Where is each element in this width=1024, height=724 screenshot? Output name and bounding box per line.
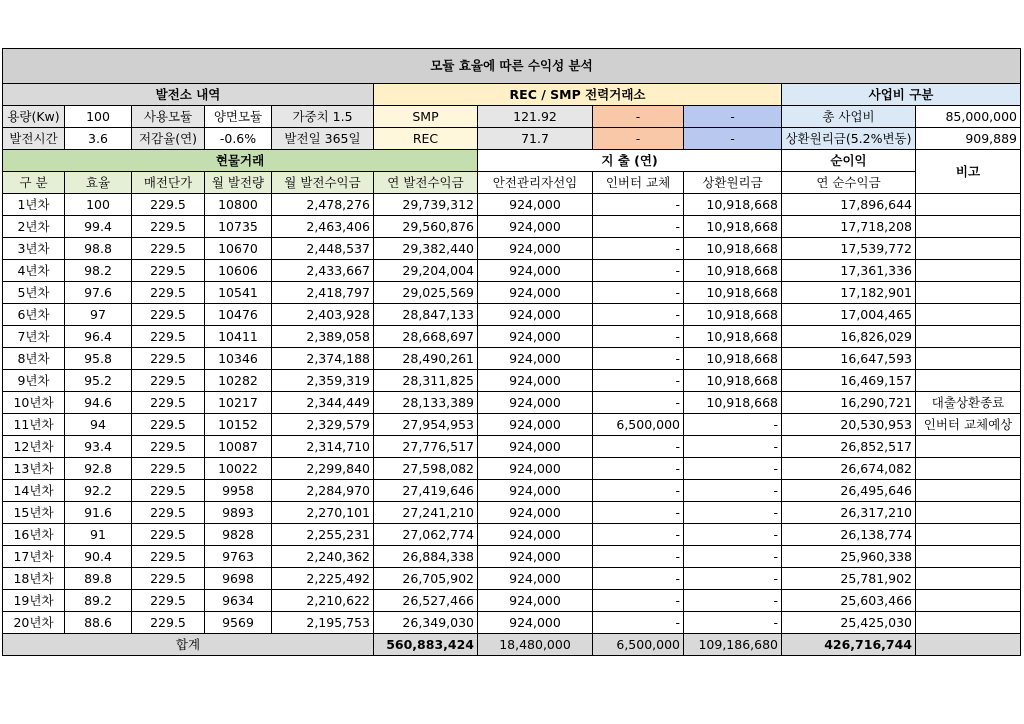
net-cell: 26,674,082 xyxy=(782,458,916,480)
year-cell: 16년차 xyxy=(3,524,65,546)
net-cell: 26,138,774 xyxy=(782,524,916,546)
table-row xyxy=(3,480,1021,502)
remarks-cell: 인버터 교체예상 xyxy=(916,414,1021,436)
efficiency-cell: 94.6 xyxy=(65,392,132,414)
col-header-monthly-rev: 월 발전수익금 xyxy=(272,172,374,194)
repay-cell: 10,918,668 xyxy=(684,304,782,326)
table-row xyxy=(3,194,1021,216)
efficiency-cell: 97 xyxy=(65,304,132,326)
annual-rev-cell: 28,490,261 xyxy=(374,348,478,370)
monthly-rev-cell: 2,195,753 xyxy=(272,612,374,634)
efficiency-cell: 95.2 xyxy=(65,370,132,392)
col-header-efficiency: 효율 xyxy=(65,172,132,194)
monthly-gen-cell: 10282 xyxy=(205,370,272,392)
repay-cell: 10,918,668 xyxy=(684,282,782,304)
monthly-rev-cell: 2,359,319 xyxy=(272,370,374,392)
safety-cell: 924,000 xyxy=(478,326,593,348)
repay-cell: 10,918,668 xyxy=(684,216,782,238)
year-cell: 18년차 xyxy=(3,568,65,590)
efficiency-cell: 98.2 xyxy=(65,260,132,282)
table-row xyxy=(3,546,1021,568)
safety-cell: 924,000 xyxy=(478,414,593,436)
rec-extra-1: - xyxy=(593,128,684,150)
table-row xyxy=(3,326,1021,348)
monthly-rev-cell: 2,299,840 xyxy=(272,458,374,480)
price-cell: 229.5 xyxy=(132,326,205,348)
annual-rev-cell: 28,311,825 xyxy=(374,370,478,392)
price-cell: 229.5 xyxy=(132,524,205,546)
remarks-cell xyxy=(916,612,1021,634)
table-row xyxy=(3,436,1021,458)
price-cell: 229.5 xyxy=(132,238,205,260)
net-cell: 25,781,902 xyxy=(782,568,916,590)
inverter-cell: - xyxy=(593,370,684,392)
safety-cell: 924,000 xyxy=(478,480,593,502)
repay-cell: 10,918,668 xyxy=(684,194,782,216)
smp-value: 121.92 xyxy=(478,106,593,128)
monthly-gen-cell: 10606 xyxy=(205,260,272,282)
col-header-inverter: 인버터 교체 xyxy=(593,172,684,194)
inverter-cell: - xyxy=(593,194,684,216)
repay-cell: 10,918,668 xyxy=(684,238,782,260)
inverter-cell: - xyxy=(593,546,684,568)
inverter-cell: - xyxy=(593,392,684,414)
monthly-rev-cell: 2,270,101 xyxy=(272,502,374,524)
year-cell: 4년차 xyxy=(3,260,65,282)
price-cell: 229.5 xyxy=(132,546,205,568)
monthly-rev-cell: 2,433,667 xyxy=(272,260,374,282)
inverter-cell: - xyxy=(593,524,684,546)
price-cell: 229.5 xyxy=(132,370,205,392)
price-cell: 229.5 xyxy=(132,216,205,238)
net-cell: 17,718,208 xyxy=(782,216,916,238)
net-cell: 26,852,517 xyxy=(782,436,916,458)
totals-label: 합계 xyxy=(3,634,374,656)
year-cell: 7년차 xyxy=(3,326,65,348)
total-net: 426,716,744 xyxy=(782,634,916,656)
smp-label: SMP xyxy=(374,106,478,128)
inverter-cell: - xyxy=(593,238,684,260)
annual-rev-cell: 28,133,389 xyxy=(374,392,478,414)
monthly-gen-cell: 10670 xyxy=(205,238,272,260)
year-cell: 3년차 xyxy=(3,238,65,260)
monthly-gen-cell: 10022 xyxy=(205,458,272,480)
annual-rev-cell: 27,419,646 xyxy=(374,480,478,502)
table-row xyxy=(3,524,1021,546)
info-row-2 xyxy=(3,128,1021,150)
monthly-gen-cell: 10800 xyxy=(205,194,272,216)
price-cell: 229.5 xyxy=(132,260,205,282)
total-annual-rev: 560,883,424 xyxy=(374,634,478,656)
efficiency-cell: 91.6 xyxy=(65,502,132,524)
total-inverter: 6,500,000 xyxy=(593,634,684,656)
repay-cell: 10,918,668 xyxy=(684,348,782,370)
remarks-cell xyxy=(916,370,1021,392)
annual-rev-cell: 29,204,004 xyxy=(374,260,478,282)
price-cell: 229.5 xyxy=(132,194,205,216)
efficiency-cell: 97.6 xyxy=(65,282,132,304)
monthly-rev-cell: 2,418,797 xyxy=(272,282,374,304)
safety-cell: 924,000 xyxy=(478,546,593,568)
year-cell: 2년차 xyxy=(3,216,65,238)
monthly-rev-cell: 2,448,537 xyxy=(272,238,374,260)
expense-section-header: 지 출 (연) xyxy=(478,150,782,172)
monthly-rev-cell: 2,329,579 xyxy=(272,414,374,436)
efficiency-cell: 98.8 xyxy=(65,238,132,260)
price-cell: 229.5 xyxy=(132,568,205,590)
remarks-cell xyxy=(916,480,1021,502)
annual-rev-cell: 26,705,902 xyxy=(374,568,478,590)
repay-cell: - xyxy=(684,458,782,480)
year-cell: 9년차 xyxy=(3,370,65,392)
monthly-rev-cell: 2,210,622 xyxy=(272,590,374,612)
annual-rev-cell: 27,954,953 xyxy=(374,414,478,436)
efficiency-cell: 100 xyxy=(65,194,132,216)
safety-cell: 924,000 xyxy=(478,304,593,326)
remarks-cell xyxy=(916,458,1021,480)
repay-cell: - xyxy=(684,436,782,458)
spot-section-header: 현물거래 xyxy=(3,150,478,172)
inverter-cell: - xyxy=(593,590,684,612)
inverter-cell: - xyxy=(593,612,684,634)
monthly-rev-cell: 2,314,710 xyxy=(272,436,374,458)
remarks-cell xyxy=(916,568,1021,590)
net-cell: 16,290,721 xyxy=(782,392,916,414)
smp-extra-2: - xyxy=(684,106,782,128)
monthly-gen-cell: 9893 xyxy=(205,502,272,524)
remarks-cell xyxy=(916,304,1021,326)
net-cell: 17,896,644 xyxy=(782,194,916,216)
total-remarks xyxy=(916,634,1021,656)
monthly-rev-cell: 2,240,362 xyxy=(272,546,374,568)
annual-rev-cell: 26,527,466 xyxy=(374,590,478,612)
group-header-row xyxy=(3,150,1021,172)
inverter-cell: - xyxy=(593,216,684,238)
monthly-gen-cell: 10541 xyxy=(205,282,272,304)
safety-cell: 924,000 xyxy=(478,370,593,392)
table-row xyxy=(3,502,1021,524)
remarks-cell xyxy=(916,348,1021,370)
year-cell: 8년차 xyxy=(3,348,65,370)
monthly-rev-cell: 2,463,406 xyxy=(272,216,374,238)
inverter-cell: - xyxy=(593,502,684,524)
repay-cell: - xyxy=(684,590,782,612)
repay-cell: - xyxy=(684,568,782,590)
year-cell: 6년차 xyxy=(3,304,65,326)
year-cell: 1년차 xyxy=(3,194,65,216)
monthly-gen-cell: 9958 xyxy=(205,480,272,502)
rec-extra-2: - xyxy=(684,128,782,150)
year-cell: 17년차 xyxy=(3,546,65,568)
net-cell: 17,539,772 xyxy=(782,238,916,260)
monthly-gen-cell: 10476 xyxy=(205,304,272,326)
annual-rev-cell: 26,884,338 xyxy=(374,546,478,568)
sheet-title: 모듈 효율에 따른 수익성 분석 xyxy=(3,49,1021,84)
capacity-value: 100 xyxy=(65,106,132,128)
year-cell: 14년차 xyxy=(3,480,65,502)
price-cell: 229.5 xyxy=(132,348,205,370)
data-rows xyxy=(3,194,1021,634)
monthly-gen-cell: 9828 xyxy=(205,524,272,546)
efficiency-cell: 91 xyxy=(65,524,132,546)
net-cell: 17,361,336 xyxy=(782,260,916,282)
degradation-label: 저감율(연) xyxy=(132,128,205,150)
efficiency-cell: 89.8 xyxy=(65,568,132,590)
monthly-gen-cell: 10411 xyxy=(205,326,272,348)
monthly-gen-cell: 9698 xyxy=(205,568,272,590)
repay-cell: - xyxy=(684,546,782,568)
annual-rev-cell: 27,062,774 xyxy=(374,524,478,546)
year-cell: 15년차 xyxy=(3,502,65,524)
table-row xyxy=(3,238,1021,260)
repay-cell: - xyxy=(684,524,782,546)
table-row xyxy=(3,612,1021,634)
monthly-rev-cell: 2,225,492 xyxy=(272,568,374,590)
annual-rev-cell: 29,739,312 xyxy=(374,194,478,216)
remarks-cell xyxy=(916,194,1021,216)
remarks-cell xyxy=(916,524,1021,546)
col-header-price: 매전단가 xyxy=(132,172,205,194)
info-row-1 xyxy=(3,106,1021,128)
safety-cell: 924,000 xyxy=(478,568,593,590)
table-row xyxy=(3,348,1021,370)
col-header-year: 구 분 xyxy=(3,172,65,194)
table-row xyxy=(3,590,1021,612)
inverter-cell: - xyxy=(593,282,684,304)
net-cell: 26,317,210 xyxy=(782,502,916,524)
price-cell: 229.5 xyxy=(132,392,205,414)
table-row xyxy=(3,304,1021,326)
efficiency-cell: 96.4 xyxy=(65,326,132,348)
repay-cell: - xyxy=(684,612,782,634)
net-cell: 17,182,901 xyxy=(782,282,916,304)
remarks-cell xyxy=(916,436,1021,458)
annual-rev-cell: 28,847,133 xyxy=(374,304,478,326)
monthly-rev-cell: 2,344,449 xyxy=(272,392,374,414)
table-row xyxy=(3,392,1021,414)
monthly-gen-cell: 10152 xyxy=(205,414,272,436)
title-row xyxy=(3,49,1021,84)
repay-cell: 10,918,668 xyxy=(684,370,782,392)
annual-rev-cell: 29,382,440 xyxy=(374,238,478,260)
col-header-repay: 상환원리금 xyxy=(684,172,782,194)
year-cell: 12년차 xyxy=(3,436,65,458)
remarks-cell: 대출상환종료 xyxy=(916,392,1021,414)
gen-hours-label: 발전시간 xyxy=(3,128,65,150)
price-cell: 229.5 xyxy=(132,480,205,502)
efficiency-cell: 92.2 xyxy=(65,480,132,502)
safety-cell: 924,000 xyxy=(478,260,593,282)
col-header-annual-rev: 연 발전수익금 xyxy=(374,172,478,194)
repay-cell: - xyxy=(684,502,782,524)
total-repay: 109,186,680 xyxy=(684,634,782,656)
efficiency-cell: 99.4 xyxy=(65,216,132,238)
rec-label: REC xyxy=(374,128,478,150)
remarks-cell xyxy=(916,216,1021,238)
annual-rev-cell: 29,560,876 xyxy=(374,216,478,238)
net-profit-section-header: 순이익 xyxy=(782,150,916,172)
weight-label: 가중치 1.5 xyxy=(272,106,374,128)
inverter-cell: - xyxy=(593,348,684,370)
remarks-cell xyxy=(916,590,1021,612)
monthly-gen-cell: 9569 xyxy=(205,612,272,634)
total-cost-label: 총 사업비 xyxy=(782,106,916,128)
project-cost-section-header: 사업비 구분 xyxy=(782,84,1021,106)
price-cell: 229.5 xyxy=(132,436,205,458)
section-header-row xyxy=(3,84,1021,106)
module-label: 사용모듈 xyxy=(132,106,205,128)
price-cell: 229.5 xyxy=(132,282,205,304)
inverter-cell: - xyxy=(593,260,684,282)
totals-row xyxy=(3,634,1021,656)
monthly-gen-cell: 9634 xyxy=(205,590,272,612)
safety-cell: 924,000 xyxy=(478,392,593,414)
annual-rev-cell: 29,025,569 xyxy=(374,282,478,304)
safety-cell: 924,000 xyxy=(478,458,593,480)
year-cell: 20년차 xyxy=(3,612,65,634)
year-cell: 10년차 xyxy=(3,392,65,414)
safety-cell: 924,000 xyxy=(478,282,593,304)
price-cell: 229.5 xyxy=(132,304,205,326)
table-row xyxy=(3,568,1021,590)
table-row xyxy=(3,282,1021,304)
monthly-gen-cell: 10735 xyxy=(205,216,272,238)
annual-rev-cell: 27,776,517 xyxy=(374,436,478,458)
net-cell: 25,960,338 xyxy=(782,546,916,568)
inverter-cell: 6,500,000 xyxy=(593,414,684,436)
gen-hours-value: 3.6 xyxy=(65,128,132,150)
price-cell: 229.5 xyxy=(132,590,205,612)
efficiency-cell: 89.2 xyxy=(65,590,132,612)
monthly-gen-cell: 10087 xyxy=(205,436,272,458)
safety-cell: 924,000 xyxy=(478,524,593,546)
price-cell: 229.5 xyxy=(132,414,205,436)
monthly-rev-cell: 2,389,058 xyxy=(272,326,374,348)
rec-value: 71.7 xyxy=(478,128,593,150)
monthly-gen-cell: 9763 xyxy=(205,546,272,568)
repay-label: 상환원리금(5.2%변동) xyxy=(782,128,916,150)
net-cell: 17,004,465 xyxy=(782,304,916,326)
efficiency-cell: 88.6 xyxy=(65,612,132,634)
monthly-rev-cell: 2,403,928 xyxy=(272,304,374,326)
repay-cell: - xyxy=(684,414,782,436)
monthly-gen-cell: 10217 xyxy=(205,392,272,414)
net-cell: 25,603,466 xyxy=(782,590,916,612)
net-cell: 16,469,157 xyxy=(782,370,916,392)
net-cell: 16,826,029 xyxy=(782,326,916,348)
efficiency-cell: 95.8 xyxy=(65,348,132,370)
repay-cell: 10,918,668 xyxy=(684,326,782,348)
safety-cell: 924,000 xyxy=(478,436,593,458)
capacity-label: 용량(Kw) xyxy=(3,106,65,128)
year-cell: 13년차 xyxy=(3,458,65,480)
module-value: 양면모듈 xyxy=(205,106,272,128)
remarks-cell xyxy=(916,238,1021,260)
monthly-rev-cell: 2,478,276 xyxy=(272,194,374,216)
year-cell: 11년차 xyxy=(3,414,65,436)
monthly-rev-cell: 2,374,188 xyxy=(272,348,374,370)
efficiency-cell: 93.4 xyxy=(65,436,132,458)
degradation-value: -0.6% xyxy=(205,128,272,150)
safety-cell: 924,000 xyxy=(478,238,593,260)
annual-rev-cell: 27,241,210 xyxy=(374,502,478,524)
net-cell: 20,530,953 xyxy=(782,414,916,436)
monthly-rev-cell: 2,255,231 xyxy=(272,524,374,546)
total-safety: 18,480,000 xyxy=(478,634,593,656)
monthly-rev-cell: 2,284,970 xyxy=(272,480,374,502)
net-cell: 16,647,593 xyxy=(782,348,916,370)
inverter-cell: - xyxy=(593,480,684,502)
gen-days-label: 발전일 365일 xyxy=(272,128,374,150)
total-cost-value: 85,000,000 xyxy=(916,106,1021,128)
remarks-header: 비고 xyxy=(916,150,1021,194)
plant-section-header: 발전소 내역 xyxy=(3,84,374,106)
repay-value: 909,889 xyxy=(916,128,1021,150)
remarks-cell xyxy=(916,546,1021,568)
safety-cell: 924,000 xyxy=(478,348,593,370)
repay-cell: - xyxy=(684,480,782,502)
year-cell: 5년차 xyxy=(3,282,65,304)
efficiency-cell: 92.8 xyxy=(65,458,132,480)
price-cell: 229.5 xyxy=(132,458,205,480)
repay-cell: 10,918,668 xyxy=(684,260,782,282)
repay-cell: 10,918,668 xyxy=(684,392,782,414)
annual-rev-cell: 27,598,082 xyxy=(374,458,478,480)
remarks-cell xyxy=(916,502,1021,524)
monthly-gen-cell: 10346 xyxy=(205,348,272,370)
net-cell: 26,495,646 xyxy=(782,480,916,502)
remarks-cell xyxy=(916,282,1021,304)
table-row xyxy=(3,370,1021,392)
safety-cell: 924,000 xyxy=(478,590,593,612)
efficiency-cell: 90.4 xyxy=(65,546,132,568)
annual-rev-cell: 28,668,697 xyxy=(374,326,478,348)
safety-cell: 924,000 xyxy=(478,502,593,524)
col-header-safety: 안전관리자선임 xyxy=(478,172,593,194)
col-header-monthly-gen: 월 발전량 xyxy=(205,172,272,194)
column-header-row xyxy=(3,172,1021,194)
inverter-cell: - xyxy=(593,436,684,458)
smp-extra-1: - xyxy=(593,106,684,128)
table-row xyxy=(3,260,1021,282)
net-cell: 25,425,030 xyxy=(782,612,916,634)
table-row xyxy=(3,216,1021,238)
year-cell: 19년차 xyxy=(3,590,65,612)
col-header-net: 연 순수익금 xyxy=(782,172,916,194)
safety-cell: 924,000 xyxy=(478,216,593,238)
remarks-cell xyxy=(916,260,1021,282)
table-row xyxy=(3,414,1021,436)
profitability-table xyxy=(2,48,1021,656)
inverter-cell: - xyxy=(593,568,684,590)
price-cell: 229.5 xyxy=(132,612,205,634)
remarks-cell xyxy=(916,326,1021,348)
inverter-cell: - xyxy=(593,304,684,326)
safety-cell: 924,000 xyxy=(478,612,593,634)
inverter-cell: - xyxy=(593,458,684,480)
safety-cell: 924,000 xyxy=(478,194,593,216)
rec-smp-section-header: REC / SMP 전력거래소 xyxy=(374,84,782,106)
efficiency-cell: 94 xyxy=(65,414,132,436)
price-cell: 229.5 xyxy=(132,502,205,524)
table-row xyxy=(3,458,1021,480)
annual-rev-cell: 26,349,030 xyxy=(374,612,478,634)
inverter-cell: - xyxy=(593,326,684,348)
